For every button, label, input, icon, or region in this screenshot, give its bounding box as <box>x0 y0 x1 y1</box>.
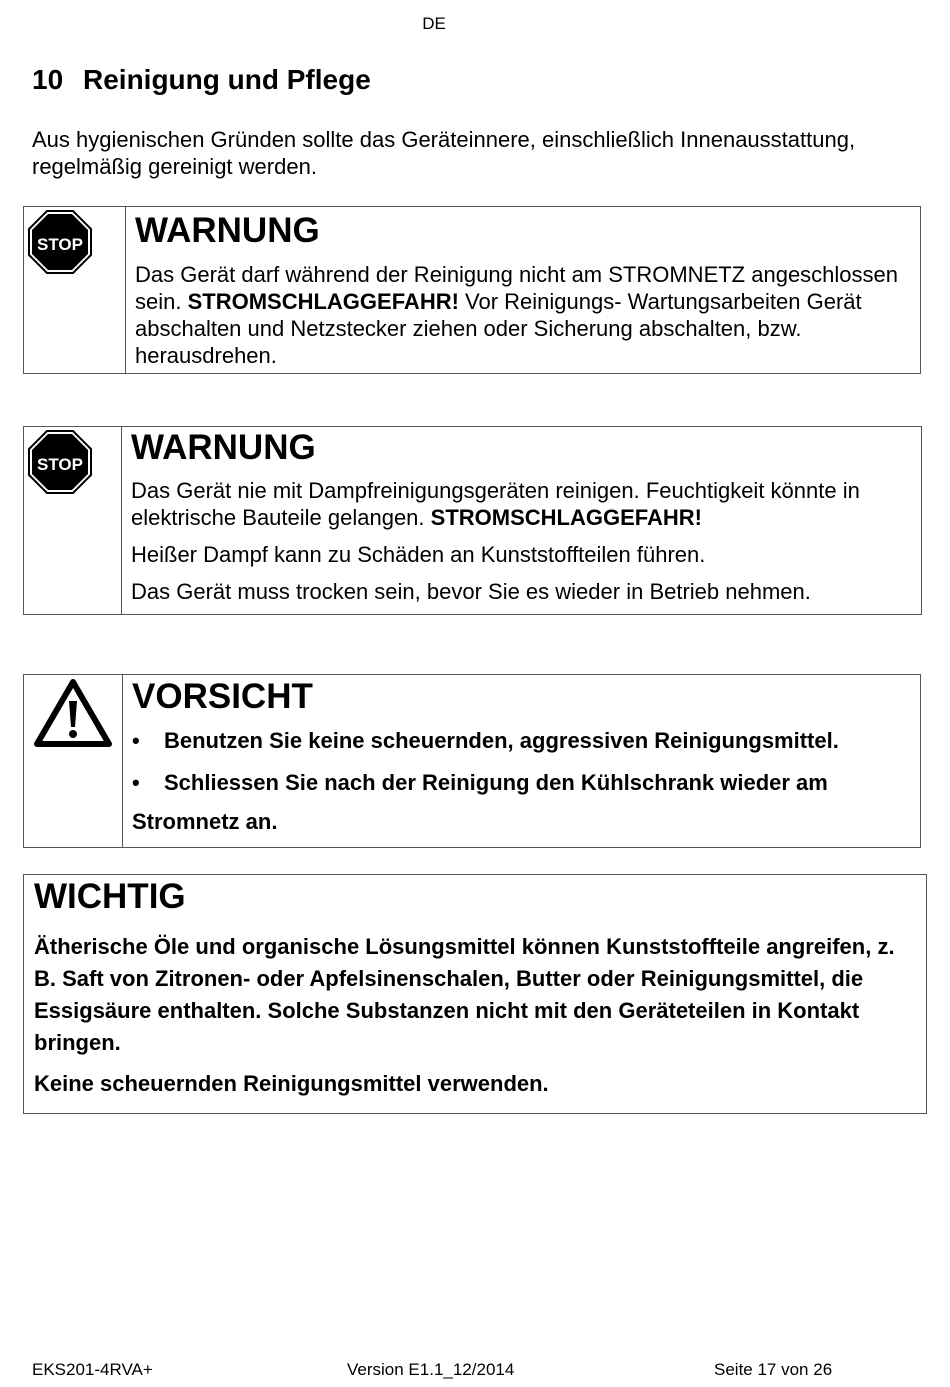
warning-content <box>135 211 910 369</box>
page-language-label: DE <box>422 14 446 33</box>
important-content <box>34 877 912 1097</box>
warning-hazard-label: STROMSCHLAGGEFAHR! <box>430 505 702 530</box>
section-number: 10 <box>32 64 64 95</box>
list-item-text: Schliessen Sie nach der Reinigung den Kühlschrank wieder am <box>164 770 828 795</box>
stop-sign-text: STOP <box>37 455 83 474</box>
stop-sign-icon <box>28 210 92 274</box>
list-item <box>132 727 910 754</box>
warning-triangle-icon <box>34 679 112 747</box>
footer-version: Version E1.1_12/2014 <box>347 1360 515 1379</box>
list-item <box>132 769 910 796</box>
footer-model: EKS201-4RVA+ <box>32 1360 153 1379</box>
warning-box-steam <box>23 426 922 615</box>
warning-text-start: Das Gerät nie mit Dampfreinigungsgeräten reinigen. Feuchtigkeit könnte in elektrische Bauteile gelangen. <box>131 478 860 530</box>
caution-box <box>23 674 921 848</box>
section-heading <box>32 64 371 96</box>
warning-paragraph-3: Das Gerät muss trocken sein, bevor Sie es wieder in Betrieb nehmen. <box>131 579 811 604</box>
important-paragraph-1: Ätherische Öle und organische Lösungsmittel können Kunststoffteile angreifen, z. B. Saft von Zitronen- oder Apfelsinenschalen, Butter oder Reinigungsmittel, die Essigsäure enthalten. Solche Substanzen nicht mit den Geräteteilen in Kontakt bringen. <box>34 934 895 1055</box>
list-item-continuation: Stromnetz an. <box>132 809 278 834</box>
warning-text-end: Vor Reinigungs- Wartungsarbeiten Gerät abschalten und Netzstecker ziehen oder Sicherung abschalten, bzw. herausdrehen. <box>135 289 862 368</box>
warning-text-start: Das Gerät darf während der Reinigung nicht am STROMNETZ angeschlossen sein. <box>135 262 899 314</box>
warning-content <box>131 428 911 605</box>
warning-icon-cell <box>24 427 122 614</box>
warning-icon-cell <box>24 207 126 373</box>
bullet-icon: • <box>132 770 140 795</box>
bullet-icon: • <box>132 728 140 753</box>
footer-page-number: Seite 17 von 26 <box>714 1360 833 1379</box>
warning-box-power <box>23 206 921 374</box>
stop-sign-icon <box>28 430 92 494</box>
intro-paragraph: Aus hygienischen Gründen sollte das Geräteinnere, einschließlich Innenausstattung, regelmäßig gereinigt werden. <box>32 127 856 179</box>
warning-hazard-label: STROMSCHLAGGEFAHR! <box>187 289 459 314</box>
section-title: Reinigung und Pflege <box>83 64 371 95</box>
stop-sign-text: STOP <box>37 235 83 254</box>
caution-content <box>132 677 910 835</box>
important-paragraph-2: Keine scheuernden Reinigungsmittel verwenden. <box>34 1071 549 1096</box>
warning-text <box>135 261 910 369</box>
warning-title: WARNUNG <box>135 211 320 250</box>
caution-list <box>132 727 910 796</box>
warning-title: WARNUNG <box>131 428 316 467</box>
caution-title: VORSICHT <box>132 677 313 716</box>
important-box <box>23 874 927 1114</box>
caution-icon-cell <box>24 675 123 847</box>
warning-paragraph-1 <box>131 477 911 531</box>
list-item-text: Benutzen Sie keine scheuernden, aggressiven Reinigungsmittel. <box>164 728 839 753</box>
important-title: WICHTIG <box>34 877 186 916</box>
warning-paragraph-2: Heißer Dampf kann zu Schäden an Kunststoffteilen führen. <box>131 542 706 567</box>
